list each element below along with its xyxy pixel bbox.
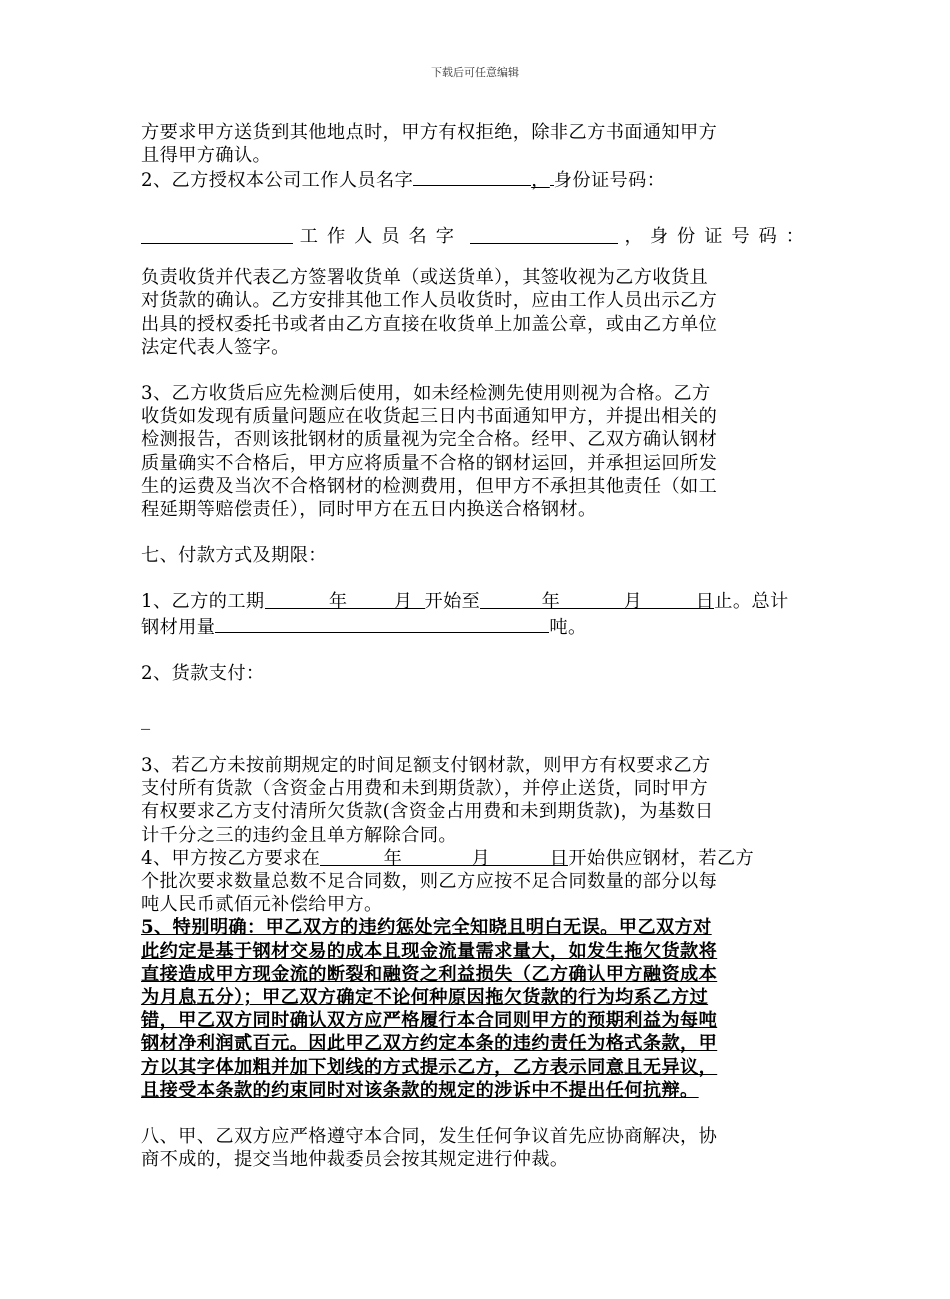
payment-item: 2、货款支付： xyxy=(141,662,265,684)
name-blank[interactable] xyxy=(413,167,531,186)
steel-usage-blank[interactable] xyxy=(215,614,549,633)
year-label: 年 xyxy=(383,847,403,869)
end-year-blank[interactable] xyxy=(480,590,578,613)
id-number-blank[interactable] xyxy=(141,225,293,244)
paragraph-line: 负责收货并代表乙方签署收货单（或送货单），其签收视为乙方收货且 xyxy=(141,267,709,289)
paragraph-line: 八、甲、乙双方应严格遵守本合同，发生任何争议首先应协商解决，协 xyxy=(141,1126,718,1148)
paragraph-line: 个批次要求数量总数不足合同数，则乙方应按不足合同数量的部分以每 xyxy=(141,871,718,893)
special-clause-line: 钢材净利润贰百元。因此甲乙双方约定本条的违约责任为格式条款，甲 xyxy=(141,1033,718,1055)
section-title: 七、付款方式及期限： xyxy=(141,545,327,567)
paragraph-line: 3、若乙方未按前期规定的时间足额支付钢材款，则甲方有权要求乙方 xyxy=(141,755,711,777)
end-day-blank[interactable] xyxy=(658,590,715,613)
special-clause-line: 5、特别明确：甲乙双方的违约惩处完全知晓且明白无误。甲乙双方对 xyxy=(141,917,712,939)
worker-name-blank[interactable] xyxy=(470,225,618,244)
work-period-label: 1、乙方的工期 xyxy=(141,591,265,613)
steel-usage-label: 钢材用量 xyxy=(141,616,216,638)
paragraph-line: 吨人民币贰佰元补偿给甲方。 xyxy=(141,894,383,916)
month-label: 月 xyxy=(393,591,413,613)
comma: ， xyxy=(531,170,550,192)
authorized-person-line xyxy=(141,167,813,192)
supply-start-line xyxy=(141,847,813,870)
worker-name-label: 工作人员名字 xyxy=(299,225,463,247)
supply-month-blank[interactable] xyxy=(408,847,496,869)
paragraph-line: 方要求甲方送货到其他地点时，甲方有权拒绝，除非乙方书面通知甲方 xyxy=(141,122,718,143)
special-clause-line: 此约定是基于钢材交易的成本且现金流量需求量大，如发生拖欠货款将 xyxy=(141,940,718,962)
special-clause-line: 方以其字体加粗并加下划线的方式提示乙方，乙方表示同意且无异议， xyxy=(141,1056,718,1078)
supply-start-label: 4、甲方按乙方要求在 xyxy=(141,847,321,869)
paragraph-line: 检测报告，否则该批钢材的质量视为完全合格。经甲、乙双方确认钢材 xyxy=(141,429,718,451)
ton-label: 吨。 xyxy=(549,616,587,638)
start-month-blank[interactable] xyxy=(373,590,425,613)
paragraph-line: 出具的授权委托书或者由乙方直接在收货单上加盖公章，或由乙方单位 xyxy=(141,313,718,335)
paragraph-line: 收货如发现有质量问题应在收货起三日内书面通知甲方，并提出相关的 xyxy=(141,406,718,428)
end-month-blank[interactable] xyxy=(578,590,658,613)
supply-day-blank[interactable] xyxy=(496,847,569,869)
comma: ， xyxy=(624,225,644,247)
page-header: 下载后可任意编辑 xyxy=(431,66,519,79)
month-label: 月 xyxy=(623,591,643,613)
start-year-blank[interactable] xyxy=(265,590,373,613)
text-cursor: _ xyxy=(141,709,151,731)
paragraph-line: 程延期等赔偿责任），同时甲方在五日内换送合格钢材。 xyxy=(141,499,597,521)
paragraph-line: 计千分之三的违约金且单方解除合同。 xyxy=(141,824,457,846)
second-authorized-person-line xyxy=(141,225,813,248)
paragraph-line: 商不成的，提交当地仲裁委员会按其规定进行仲裁。 xyxy=(141,1149,569,1171)
year-label: 年 xyxy=(541,591,561,613)
paragraph-line: 质量确实不合格后，甲方应将质量不合格的钢材运回，并承担运回所发 xyxy=(141,452,718,474)
year-label: 年 xyxy=(328,591,348,613)
supply-start-suffix: 开始供应钢材，若乙方 xyxy=(568,847,755,869)
start-to-label: 开始至 xyxy=(424,591,481,613)
paragraph-line: 法定代表人签字。 xyxy=(141,336,290,358)
end-total-label: 止。总计 xyxy=(714,591,789,613)
id-number-label: 身份证号码： xyxy=(649,225,813,247)
day-label: 日 xyxy=(695,591,715,613)
paragraph-line: 有权要求乙方支付清所欠货款(含资金占用费和未到期货款)，为基数日 xyxy=(141,801,714,823)
paragraph-line: 对货款的确认。乙方安排其他工作人员收货时，应由工作人员出示乙方 xyxy=(141,290,718,312)
month-label: 月 xyxy=(471,847,491,869)
paragraph-line: 生的运费及当次不合格钢材的检测费用，但甲方不承担其他责任（如工 xyxy=(141,475,718,497)
steel-usage-line xyxy=(141,614,813,639)
document-body xyxy=(141,121,813,1171)
supply-year-blank[interactable] xyxy=(320,847,408,869)
special-clause-line: 且接受本条款的约束同时对该条款的规定的涉诉中不提出任何抗辩。 xyxy=(141,1079,699,1101)
day-label: 日 xyxy=(549,847,569,869)
special-clause-line: 错，甲乙双方同时确认双方应严格履行本合同则甲方的预期利益为每吨 xyxy=(141,1010,718,1032)
special-clause-line: 为月息五分）；甲乙双方确定不论何种原因拖欠货款的行为均系乙方过 xyxy=(141,987,709,1009)
paragraph-line: 支付所有货款（含资金占用费和未到期货款），并停止送货，同时甲方 xyxy=(141,778,709,800)
paragraph-line: 且得甲方确认。 xyxy=(141,145,272,167)
paragraph-line: 3、乙方收货后应先检测后使用，如未经检测先使用则视为合格。乙方 xyxy=(141,383,711,404)
authorized-person-label: 2、乙方授权本公司工作人员名字 xyxy=(141,170,414,192)
work-period-line xyxy=(141,590,813,613)
special-clause-line: 直接造成甲方现金流的断裂和融资之利益损失（乙方确认甲方融资成本 xyxy=(141,963,718,985)
id-number-label: 身份证号码： xyxy=(553,170,666,192)
